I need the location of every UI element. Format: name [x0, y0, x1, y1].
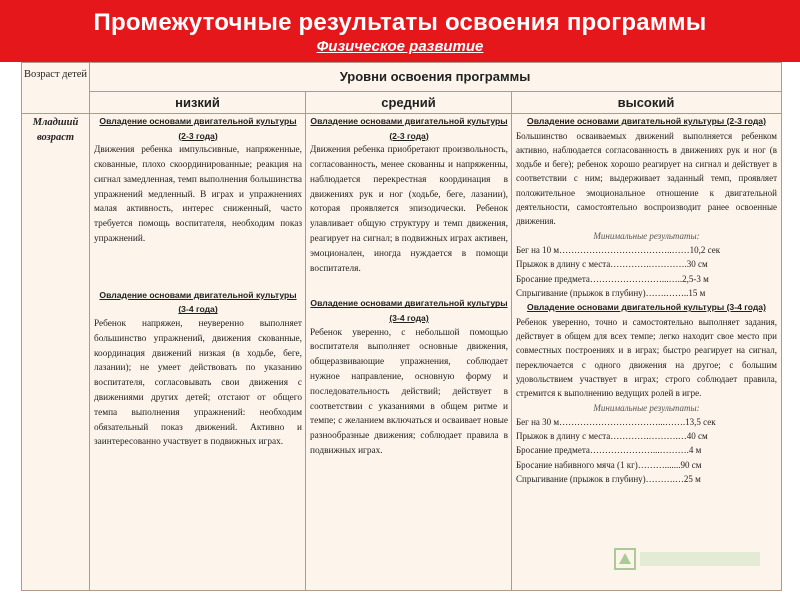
high-heading-3-4: Овладение основами двигательной культуры (3-4 года): [527, 302, 766, 313]
level-mid: средний: [381, 95, 436, 110]
result-line: Бег на 10 м………………………………..……10,2 сек: [516, 244, 721, 255]
mid-heading-2-3: Овладение основами двигательной культуры (2-3 года): [310, 116, 508, 141]
result-line: Прыжок в длину с места………….………….30 см: [516, 259, 708, 270]
results-table: [21, 62, 782, 591]
high-min-label-2-3: Минимальные результаты:: [593, 230, 700, 241]
result-line: Прыжок в длину с места………….……….…40 см: [516, 431, 708, 442]
result-line: Бросание набивного мяча (1 кг)……….......90 см: [516, 459, 702, 470]
age-group: Младший возраст: [32, 117, 79, 143]
mid-column: [306, 114, 511, 588]
mid-text-2-3: Движения ребенка приобретают произвольность, согласованность, менее скованны и напряженны, наблюдается перекрестная координация в движениях рук и ног (ходьбе, беге, лазании), которая проявляется эпизодически. Ребенок улавливает общую структуру и темп движения, реагирует на сигнал; в подвижных играх активен, эмоционален, иногда нуждается в помощи воспитателя.: [310, 145, 508, 274]
result-line: Бег на 30 м……………………………...…….13,5 сек: [516, 416, 716, 427]
levels-header: Уровни освоения программы: [339, 69, 531, 84]
mid-heading-3-4: Овладение основами двигательной культуры (3-4 года): [310, 298, 508, 323]
mid-text-3-4: Ребенок уверенно, с небольшой помощью воспитателя выполняет основные движения, общеразвивающие упражнения, соблюдает нужное направление, основную форму и последовательность действий; действует в соответствии с указаниями в общем ритме и темпе; с желанием включаться и осваивает новые разнообразные движения; соблюдает правила в подвижных играх.: [310, 327, 508, 456]
result-line: Спрыгивание (прыжок в глубину)……….…25 м: [516, 474, 701, 485]
level-high: высокий: [617, 95, 675, 110]
result-line: Бросание предмета…………………...……….4 м: [516, 445, 702, 456]
age-header: Возраст детей: [23, 69, 88, 80]
low-column: [90, 114, 305, 588]
result-line: Бросание предмета……………………...…..2,5-3 м: [516, 273, 709, 284]
low-text-2-3: Движения ребенка импульсивные, напряженные, скованные, плохо скоординированные; реакция на сигнал замедленная, темп выполнения большинства упражнений медленный. В играх и упражнениях малая активность, интерес сниженный, часто требуется помощь воспитателя, необходим показ упражнений.: [94, 145, 302, 244]
title-banner: [0, 0, 800, 62]
low-text-3-4: Ребенок напряжен, неуверенно выполняет большинство упражнений, движения скованные, координация движений низкая (в ходьбе, беге, лазании); не умеет действовать по указанию воспитателя, согласовывать свои движения с движениями других детей; отстают от общего темпа выполнения упражнений: необходим обязательный показ движений. Активно и заинтересованно участвует в подвижных играх.: [94, 318, 302, 448]
page-title: Промежуточные результаты освоения программы: [93, 9, 707, 36]
high-heading-2-3: Овладение основами двигательной культуры (2-3 года): [527, 116, 766, 126]
high-min-label-3-4: Минимальные результаты:: [593, 402, 700, 413]
level-low: низкий: [175, 95, 220, 110]
result-line: Спрыгивание (прыжок в глубину)…….……..15 м: [516, 287, 706, 298]
high-text-2-3: Большинство осваиваемых движений выполняется ребенком активно, наблюдается согласованность в движениях рук и ног (в ходьбе и беге); ребенок хорошо реагирует на сигнал и действует в соответствии с ним; выдерживает заданный темп, проявляет положительное эмоциональное отношение к двигательной деятельности, самостоятельно воспроизводит ранее освоенные движения.: [516, 130, 777, 227]
low-heading-2-3: Овладение основами двигательной культуры (2-3 года): [99, 116, 297, 141]
watermark-logo-icon: [614, 546, 764, 572]
high-column: [512, 114, 780, 588]
high-text-3-4: Ребенок уверенно, точно и самостоятельно выполняет задания, действует в общем для всех темпе; легко находит свое место при совместных построениях и в играх; быстро реагирует на сигнал, переключается с одного движения на другое; с большим удовольствием участвует в играх; строго соблюдает правила, стремится к выполнению ведущих ролей в игре.: [516, 316, 777, 399]
low-heading-3-4: Овладение основами двигательной культуры (3-4 года): [99, 289, 297, 315]
page-subtitle: Физическое развитие: [316, 38, 484, 55]
